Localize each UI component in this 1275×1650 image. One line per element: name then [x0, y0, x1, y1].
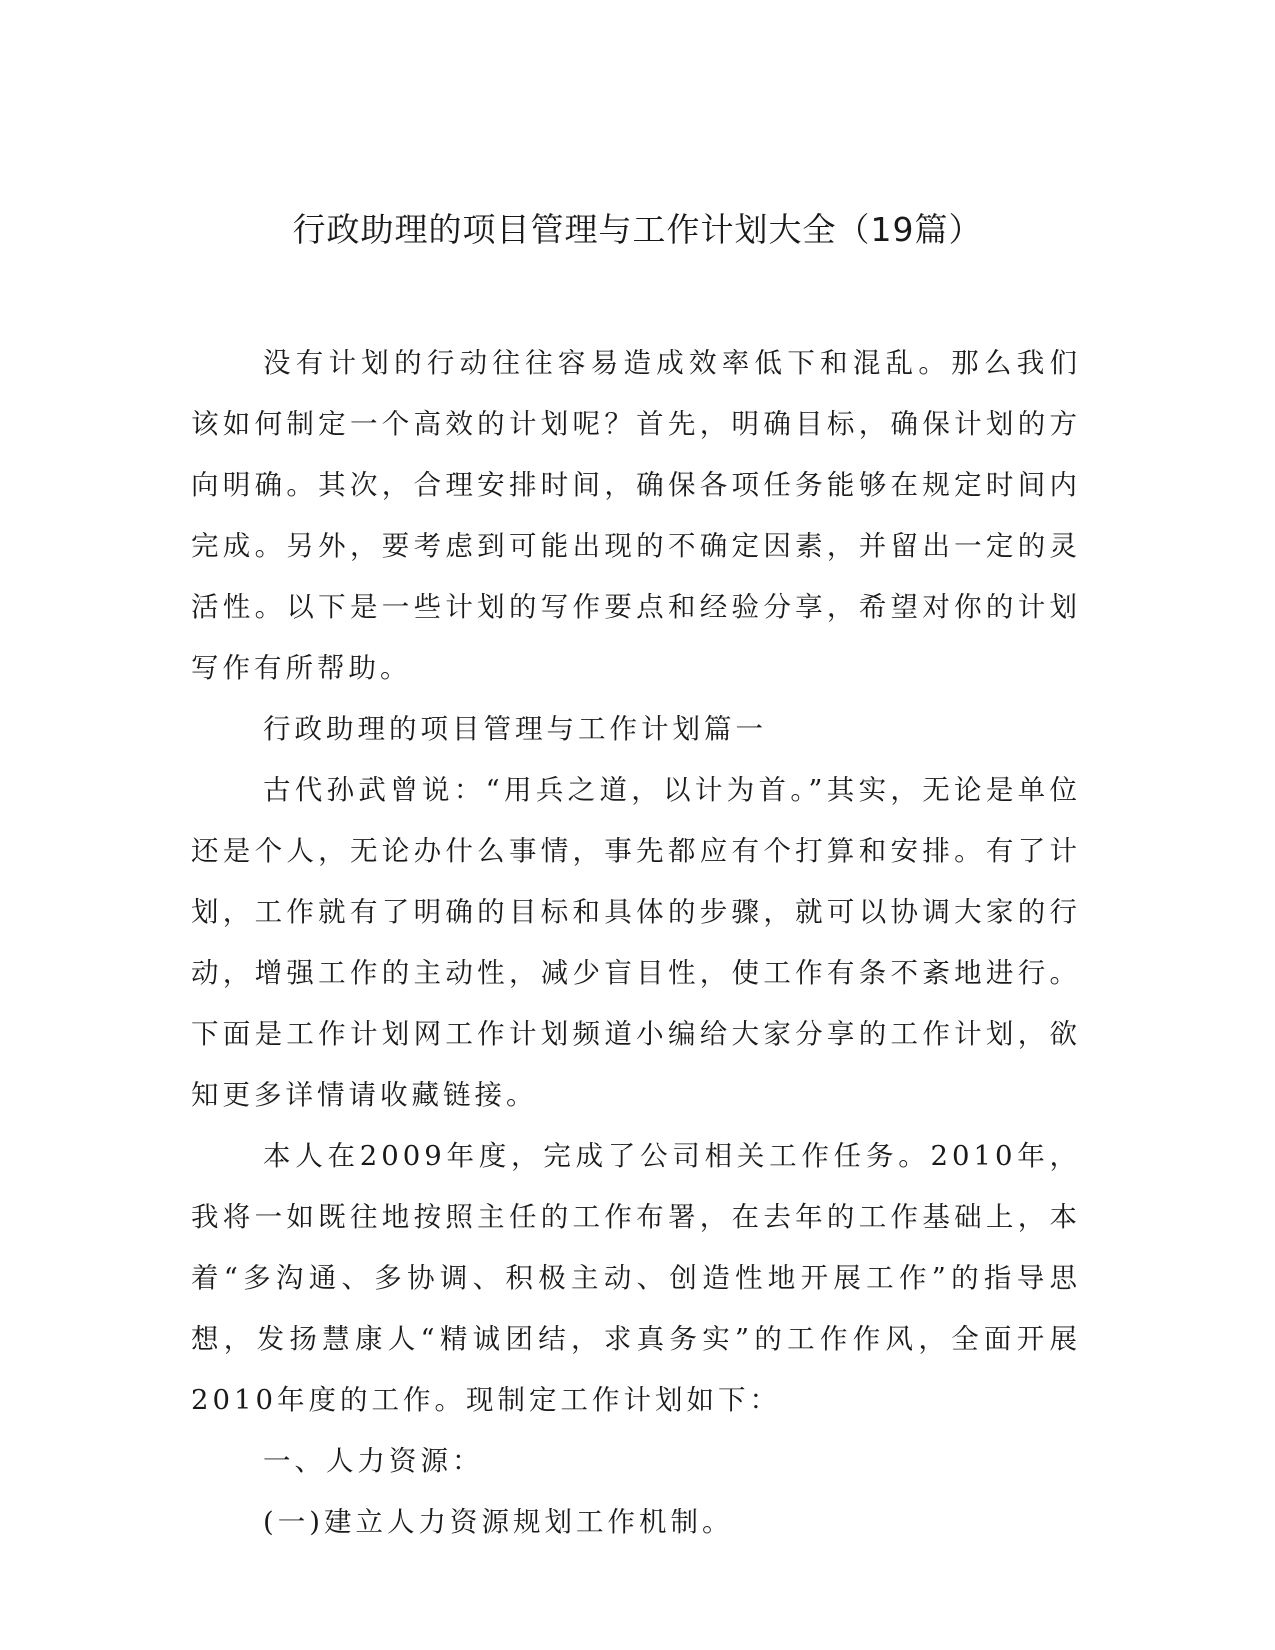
subsection-heading: 一、人力资源：: [263, 1445, 484, 1477]
plan-paragraph: 本人在2009年度，完成了公司相关工作任务。2010年，我将一如既往地按照主任的工作布署，在去年的工作基础上，本着“多沟通、多协调、积极主动、创造性地开展工作”的指导思想，发扬慧康人“精诚团结，求真务实”的工作作风，全面开展2010年度的工作。现制定工作计划如下：: [191, 1140, 1081, 1416]
document-title: 行政助理的项目管理与工作计划大全（19篇）: [292, 210, 983, 249]
document-body: [191, 333, 1081, 1553]
section-heading: 行政助理的项目管理与工作计划篇一: [263, 713, 767, 745]
intro-paragraph: 没有计划的行动往往容易造成效率低下和混乱。那么我们该如何制定一个高效的计划呢？首先，明确目标，确保计划的方向明确。其次，合理安排时间，确保各项任务能够在规定时间内完成。另外，要考虑到可能出现的不确定因素，并留出一定的灵活性。以下是一些计划的写作要点和经验分享，希望对你的计划写作有所帮助。: [191, 347, 1081, 684]
list-item: (一)建立人力资源规划工作机制。: [263, 1506, 734, 1538]
quote-paragraph: 古代孙武曾说：“用兵之道，以计为首。”其实，无论是单位还是个人，无论办什么事情，事先都应有个打算和安排。有了计划，工作就有了明确的目标和具体的步骤，就可以协调大家的行动，增强工作的主动性，减少盲目性，使工作有条不紊地进行。下面是工作计划网工作计划频道小编给大家分享的工作计划，欲知更多详情请收藏链接。: [191, 774, 1081, 1111]
